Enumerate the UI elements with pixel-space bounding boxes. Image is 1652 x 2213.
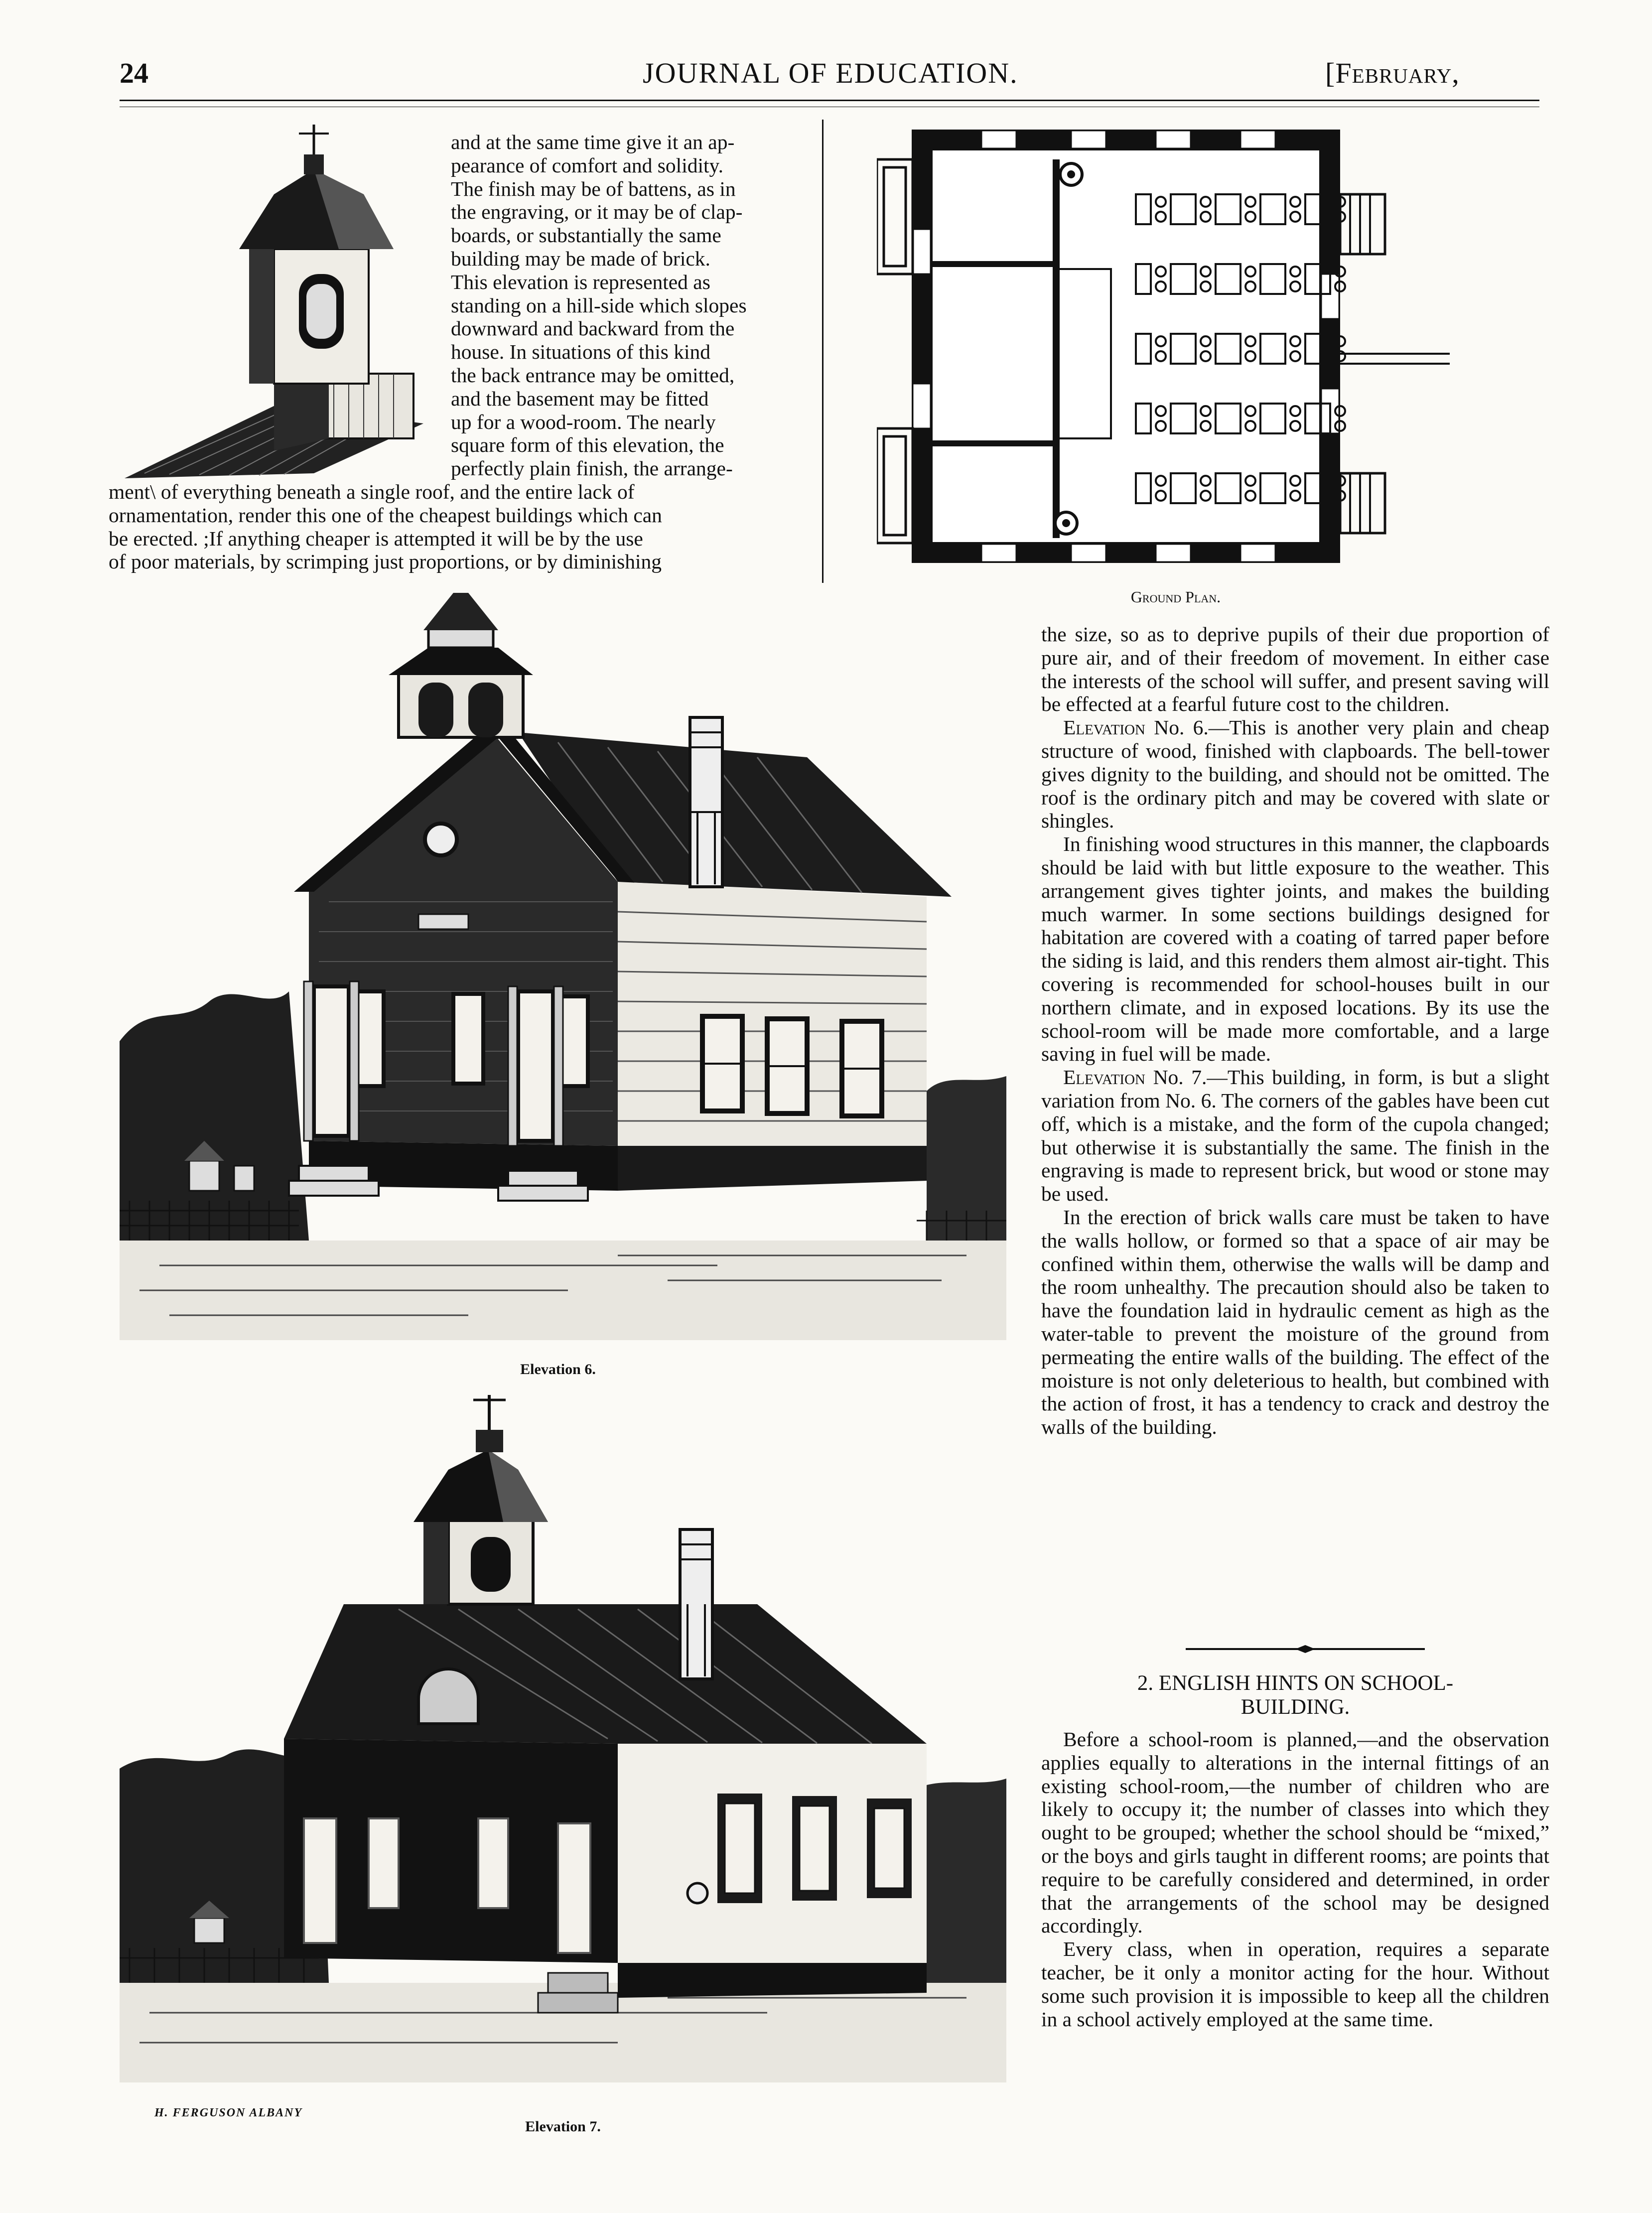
- elevation-6-engraving: [120, 593, 1006, 1370]
- paragraph-elevation-7: [1041, 1066, 1549, 1206]
- issue-month: [February,: [1325, 57, 1460, 89]
- text-line: ornamentation, render this one of the cheapest buildings which can: [109, 503, 662, 527]
- section-body: [1041, 1728, 1549, 2031]
- text-line: This elevation is represented as: [451, 270, 710, 293]
- ground-plan-caption: Ground Plan.: [1130, 588, 1221, 606]
- column-divider: [822, 120, 824, 583]
- elevation-7-label: Elevation: [1063, 1066, 1145, 1089]
- text-line: ment\ of everything beneath a single roof, and the entire lack of: [109, 480, 635, 503]
- text-line: up for a wood-room. The nearly: [451, 410, 716, 433]
- text-line: boards, or substantially the same: [451, 224, 721, 247]
- ground-plan-drawing: [877, 125, 1455, 573]
- text-line: and at the same time give it an ap-: [451, 131, 735, 153]
- page-number: 24: [120, 57, 148, 89]
- journal-title: JOURNAL OF EDUCATION.: [643, 57, 1018, 89]
- text-below-cupola: [109, 480, 816, 573]
- section-heading-line-2: BUILDING.: [1240, 1695, 1350, 1719]
- text-line: house. In situations of this kind: [451, 340, 711, 364]
- text-line: pearance of comfort and solidity.: [451, 153, 723, 177]
- text-line: square form of this elevation, the: [451, 433, 724, 457]
- section-ornament-rule: [1186, 1644, 1425, 1654]
- text-line: of poor materials, by scrimping just proportions, or by diminishing: [109, 550, 662, 573]
- engraver-credit: H. FERGUSON ALBANY: [154, 2106, 303, 2119]
- text-line: the engraving, or it may be of clap-: [451, 200, 743, 224]
- elevation-7-engraving: [120, 1395, 1006, 2102]
- paragraph-intro: the size, so as to deprive pupils of their due proportion of pure air, and of their freedom of movement. In either case the interests of the school will suffer, and present saving will be effected at a fearful future cost to the children.: [1041, 623, 1549, 716]
- text-line: downward and backward from the: [451, 317, 735, 340]
- text-beside-cupola: [451, 131, 815, 480]
- text-line: standing on a hill-side which slopes: [451, 293, 747, 317]
- section-heading: [1041, 1671, 1549, 1719]
- paragraph-before-planned: Before a school-room is planned,—and the observation applies equally to alterations in the internal fittings of an existing school-room,—the number of children who are likely to occupy it; the number of classes into which they ought to be grouped; whether the school should be “mixed,” or the boys and girls taught in different rooms; are points that require to be carefully considered and determined, in order that the arrangements of the school may be designed accordingly.: [1041, 1728, 1549, 1937]
- paragraph-every-class: Every class, when in operation, requires a separate teacher, be it only a monitor acting for the hour. Without some such provision it is impossible to keep all the children in a school actively employed at the same time.: [1041, 1937, 1549, 2031]
- text-line: building may be made of brick.: [451, 247, 710, 270]
- text-line: perfectly plain finish, the arrange-: [451, 457, 733, 480]
- section-heading-line-1: 2. ENGLISH HINTS ON SCHOOL-: [1137, 1671, 1454, 1695]
- text-line: and the basement may be fitted: [451, 387, 709, 410]
- elevation-6-caption: Elevation 6.: [520, 1361, 596, 1378]
- header-rule: [120, 100, 1539, 101]
- elevation-7-text: No. 7.—This building, in form, is but a slight variation from No. 6. The corners of the gables have been cut off, which is a mistake, and the form of the cupola changed; but otherwise it is substantially the same. The finish in the engraving is made to represent brick, but wood or stone may be used.: [1041, 1066, 1550, 1206]
- paragraph-brick: In the erection of brick walls care must be taken to have the walls hollow, or formed so that a space of air may be confined within them, otherwise the walls will be damp and the room unhealthy. The precaution should also be taken to have the foundation laid in hydraulic cement as high as the water-table to prevent the moisture of the ground from permeating the entire walls of the building. The effect of the moisture is not only deleterious to health, but combined with the action of frost, it has a tendency to crack and destroy the walls of the building.: [1041, 1205, 1549, 1439]
- text-line: The finish may be of battens, as in: [451, 177, 736, 200]
- paragraph-finishing: In finishing wood structures in this manner, the clapboards should be laid with but little exposure to the weather. This arrangement gives tighter joints, and makes the building much warmer. In some sections buildings designed for habitation are covered with a coating of tarred paper before the siding is laid, and this renders them almost air-tight. This covering is recommended for school-houses built in our northern climate, and in exposed locations. By its use the school-room will be made more comfortable, and a large saving in fuel will be made.: [1041, 832, 1549, 1066]
- elevation-7-caption: Elevation 7.: [525, 2118, 601, 2135]
- elevation-6-text: No. 6.—This is another very plain and cheap structure of wood, finished with clapboards. The bell-tower gives dignity to the building, and should not be omitted. The roof is the ordinary pitch and may be covered with slate or shingles.: [1041, 716, 1549, 832]
- text-line: be erected. ;If anything cheaper is attempted it will be by the use: [109, 527, 643, 550]
- cupola-detail-engraving: [125, 125, 423, 483]
- paragraph-elevation-6: [1041, 716, 1549, 832]
- right-column-text: [1041, 623, 1549, 1439]
- text-line: the back entrance may be omitted,: [451, 363, 735, 387]
- elevation-6-label: Elevation: [1063, 716, 1145, 739]
